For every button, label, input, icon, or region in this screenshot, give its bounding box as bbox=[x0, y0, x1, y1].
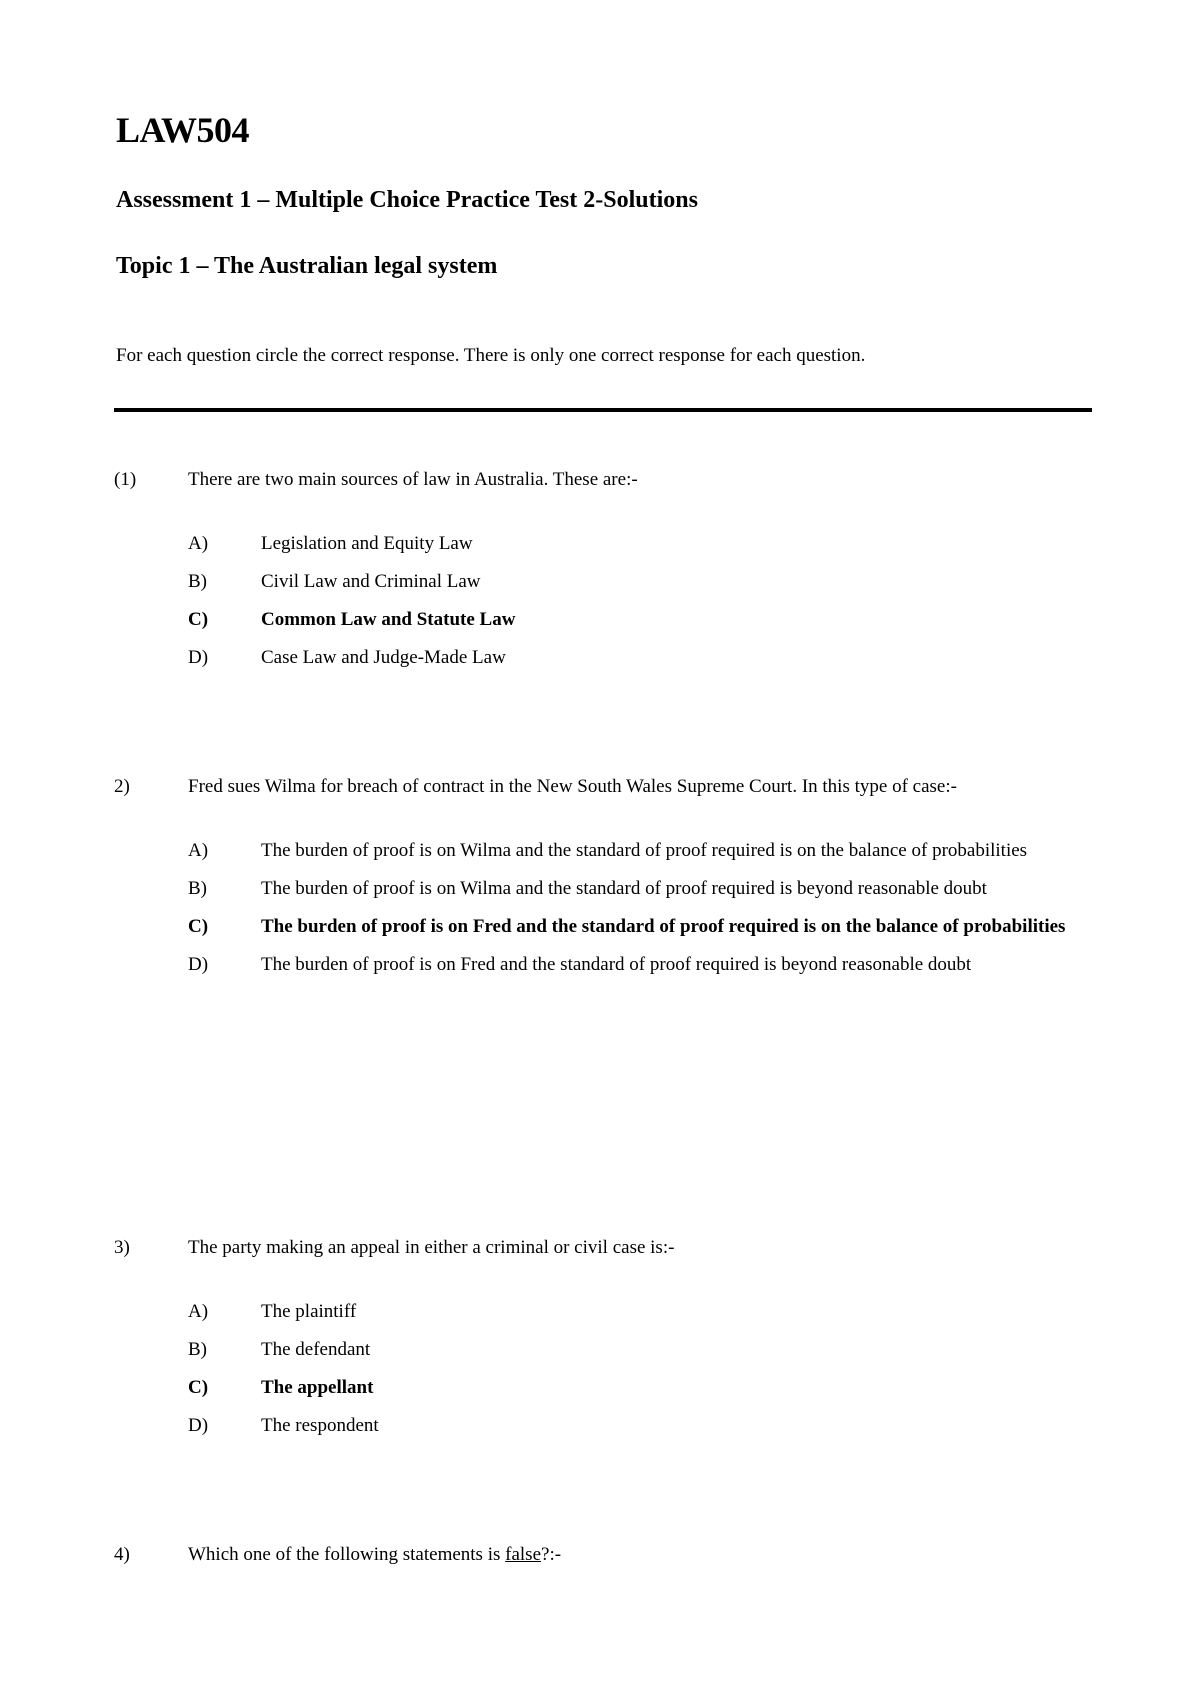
option-letter: B) bbox=[188, 878, 207, 899]
option-letter: A) bbox=[188, 533, 209, 554]
question-text: The party making an appeal in either a criminal or civil case is:- bbox=[188, 1237, 675, 1258]
option-letter: D) bbox=[188, 1415, 209, 1436]
option-c-correct-answer bbox=[188, 1369, 1092, 1407]
question-text-end: ?:- bbox=[541, 1544, 562, 1565]
option-letter: C) bbox=[188, 609, 209, 630]
option-letter: B) bbox=[188, 571, 207, 592]
option-text: The defendant bbox=[261, 1339, 371, 1360]
option-d bbox=[188, 1407, 1092, 1445]
question-number: 4) bbox=[114, 1544, 130, 1565]
option-letter: C) bbox=[188, 1377, 209, 1398]
option-text: The burden of proof is on Fred and the standard of proof required is on the balance of probabilities bbox=[261, 916, 1066, 937]
option-b bbox=[188, 1331, 1092, 1369]
option-letter: D) bbox=[188, 954, 209, 975]
option-text: Civil Law and Criminal Law bbox=[261, 571, 481, 592]
question-text: There are two main sources of law in Australia. These are:- bbox=[188, 469, 638, 490]
instructions: For each question circle the correct response. There is only one correct response for each question. bbox=[116, 345, 866, 366]
question-text bbox=[188, 1545, 561, 1564]
option-a bbox=[188, 1293, 1092, 1331]
underlined-emphasis: false bbox=[505, 1544, 542, 1565]
assessment-title: Assessment 1 – Multiple Choice Practice Test 2-Solutions bbox=[116, 187, 698, 213]
question-number: 3) bbox=[114, 1237, 130, 1258]
option-text: Case Law and Judge-Made Law bbox=[261, 647, 506, 668]
option-text: The burden of proof is on Wilma and the standard of proof required is on the balance of probabilities bbox=[261, 840, 1028, 861]
option-text: The burden of proof is on Fred and the standard of proof required is beyond reasonable doubt bbox=[261, 954, 972, 975]
option-text: The respondent bbox=[261, 1415, 379, 1436]
option-c-correct-answer bbox=[188, 908, 1092, 946]
option-text: The appellant bbox=[261, 1377, 374, 1398]
option-letter: C) bbox=[188, 916, 209, 937]
option-text: The burden of proof is on Wilma and the standard of proof required is beyond reasonable doubt bbox=[261, 878, 987, 899]
option-c-correct-answer bbox=[188, 601, 1092, 639]
option-text: Legislation and Equity Law bbox=[261, 533, 473, 554]
option-letter: D) bbox=[188, 647, 209, 668]
option-b bbox=[188, 563, 1092, 601]
question-number: 2) bbox=[114, 776, 130, 797]
option-letter: B) bbox=[188, 1339, 207, 1360]
option-text: The plaintiff bbox=[261, 1301, 357, 1322]
option-list bbox=[188, 525, 1092, 677]
option-list bbox=[188, 1293, 1092, 1445]
option-text: Common Law and Statute Law bbox=[261, 609, 516, 630]
option-d bbox=[188, 639, 1092, 677]
horizontal-rule bbox=[114, 408, 1092, 412]
option-b bbox=[188, 870, 1092, 908]
option-a bbox=[188, 832, 1092, 870]
option-list bbox=[188, 832, 1092, 984]
question-text: Fred sues Wilma for breach of contract in the New South Wales Supreme Court. In this type of case:- bbox=[188, 776, 957, 797]
question-text-start: Which one of the following statements is bbox=[188, 1544, 506, 1565]
topic-title: Topic 1 – The Australian legal system bbox=[116, 253, 498, 279]
course-code: LAW504 bbox=[116, 110, 250, 150]
option-letter: A) bbox=[188, 840, 209, 861]
option-letter: A) bbox=[188, 1301, 209, 1322]
option-a bbox=[188, 525, 1092, 563]
question-number: (1) bbox=[114, 469, 137, 490]
option-d bbox=[188, 946, 1092, 984]
